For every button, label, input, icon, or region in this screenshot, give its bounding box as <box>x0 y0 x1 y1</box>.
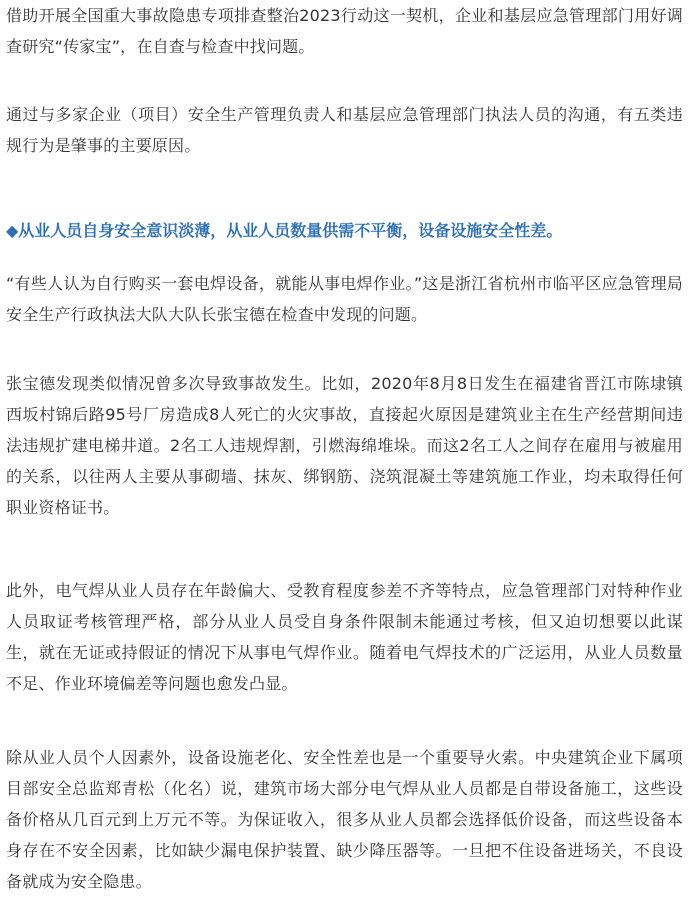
section-highlight-heading: ◆从业人员自身安全意识淡薄，从业人员数量供需不平衡，设备设施安全性差。 <box>6 221 563 240</box>
paragraph-fire-accident: 张宝德发现类似情况曾多次导致事故发生。比如，2020年8月8日发生在福建省晋江市陈埭镇西坂村锦后路95号厂房造成8人死亡的火灾事故，直接起火原因是建筑业主在生产经营期间违法违规扩建电梯井道。2名工人违规焊割，引燃海绵堆垛。而这2名工人之间存在雇用与被雇用的关系，以往两人主要从事砌墙、抹灰、绑钢筋、浇筑混凝土等建筑施工作业，均未取得任何职业资格证书。 <box>6 374 683 517</box>
paragraph-intro: 借助开展全国重大事故隐患专项排查整治2023行动这一契机，企业和基层应急管理部门用好调查研究“传家宝”，在自查与检查中找问题。 <box>6 6 683 56</box>
paragraph-welders: 此外，电气焊从业人员存在年龄偏大、受教育程度参差不齐等特点，应急管理部门对特种作业人员取证考核管理严格，部分从业人员受自身条件限制未能通过考核，但又迫切想要以此谋生，就在无证或持假证的情况下从事电气焊作业。随着电气焊技术的广泛运用，从业人员数量不足、作业环境偏差等问题也愈发凸显。 <box>6 581 683 693</box>
paragraph-equipment: 除从业人员个人因素外，设备设施老化、安全性差也是一个重要导火索。中央建筑企业下属项目部安全总监郑青松（化名）说，建筑市场大部分电气焊从业人员都是自带设备施工，这些设备价格从几百元到上万元不等。为保证收入，很多从业人员都会选择低价设备，而这些设备本身存在不安全因素，比如缺少漏电保护装置、缺少降压器等。一旦把不住设备进场关，不良设备就成为安全隐患。 <box>6 748 683 891</box>
paragraph-communication: 通过与多家企业（项目）安全生产管理负责人和基层应急管理部门执法人员的沟通，有五类违规行为是肇事的主要原因。 <box>6 105 683 155</box>
paragraph-quote: “有些人认为自行购买一套电焊设备，就能从事电焊作业。”这是浙江省杭州市临平区应急管理局安全生产行政执法大队大队长张宝德在检查中发现的问题。 <box>6 274 683 324</box>
